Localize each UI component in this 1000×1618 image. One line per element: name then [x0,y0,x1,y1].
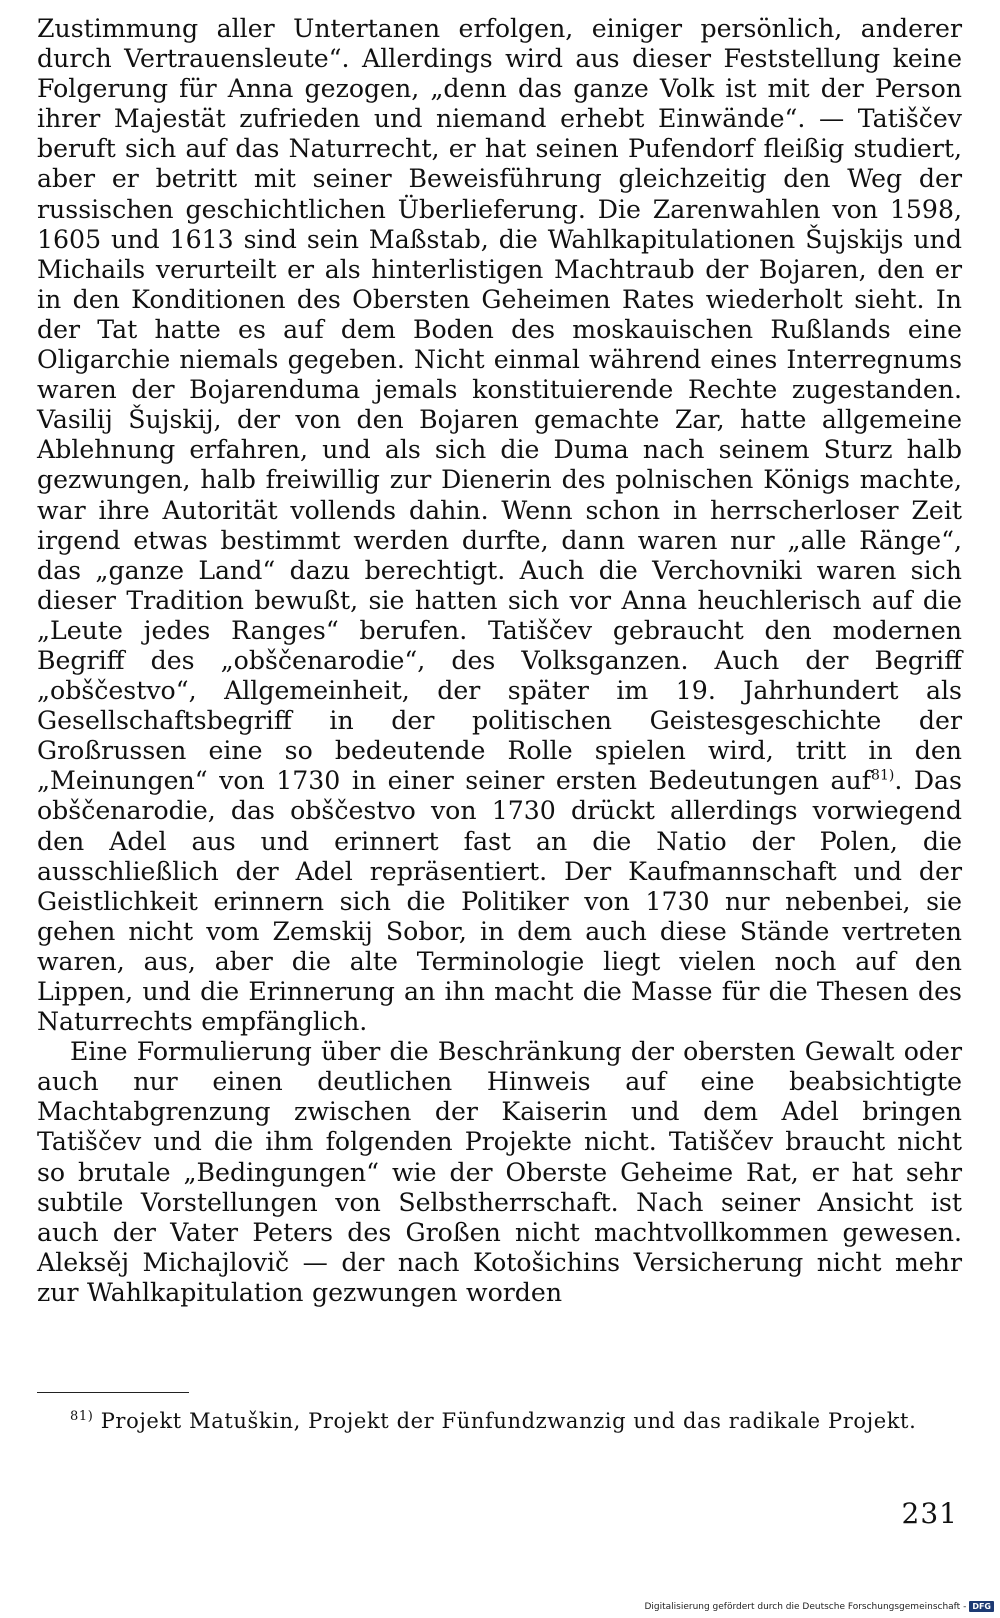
footnote-divider [37,1392,189,1393]
page-number: 231 [901,1497,958,1530]
footnote-marker: 81) [70,1409,94,1424]
dfg-logo-icon: DFG [969,1601,994,1612]
paragraph-1 [37,14,962,1037]
paragraph-2: Eine Formulierung über die Beschränkung der obersten Gewalt oder auch nur einen deutlichen Hinweis auf eine beabsichtigte Machtabgrenzung zwischen der Kaiserin und dem Adel bringen Tatiščev und die ihm folgenden Projekte nicht. Tatiščev braucht nicht so brutale „Bedingungen“ wie der Oberste Geheime Rat, er hat sehr subtile Vorstellungen von Selbstherrschaft. Nach seiner Ansicht ist auch der Vater Peters des Großen nicht machtvollkommen gewesen. Aleksěj Michajlovič — der nach Kotošichins Versicherung nicht mehr zur Wahlkapitulation gezwungen worden [37,1037,962,1307]
body-text [37,14,962,1308]
digitization-credit [644,1601,994,1612]
credit-text: Digitalisierung gefördert durch die Deutsche Forschungsgemeinschaft - [644,1601,967,1612]
footnote-text: Projekt Matuškin, Projekt der Fünfundzwanzig und das radikale Projekt. [100,1409,917,1433]
page-content [37,14,962,1308]
paragraph-1-text-before-footnote: Zustimmung aller Untertanen erfolgen, einiger persönlich, anderer durch Vertrauensleute“. Allerdings wird aus dieser Feststellung keine Folgerung für Anna gezogen, „denn das ganze Volk ist mit der Person ihrer Majestät zufrieden und niemand erhebt Einwände“. — Tatiščev beruft sich auf das Naturrecht, er hat seinen Pufendorf fleißig studiert, aber er betritt mit seiner Beweisführung gleichzeitig den Weg der russischen geschichtlichen Überlieferung. Die Zarenwahlen von 1598, 1605 und 1613 sind sein Maßstab, die Wahlkapitulationen Šujskijs und Michails verurteilt er als hinterlistigen Machtraub der Bojaren, den er in den Konditionen des Obersten Geheimen Rates wiederholt sieht. In der Tat hatte es auf dem Boden des moskauischen Rußlands eine Oligarchie niemals gegeben. Nicht einmal während eines Interregnums waren der Bojarenduma jemals konstituierende Rechte zugestanden. Vasilij Šujskij, der von den Bojaren gemachte Zar, hatte allgemeine Ablehnung erfahren, und als sich die Duma nach seinem Sturz halb gezwungen, halb freiwillig zur Dienerin des polnischen Königs machte, war ihre Autorität vollends dahin. Wenn schon in herrscherloser Zeit irgend etwas bestimmt werden durfte, dann waren nur „alle Ränge“, das „ganze Land“ dazu berechtigt. Auch die Verchovniki waren sich dieser Tradition bewußt, sie hatten sich vor Anna heuchlerisch auf die „Leute jedes Ranges“ berufen. Tatiščev gebraucht den modernen Begriff des „obščenarodie“, des Volksganzen. Auch der Begriff „obščestvo“, Allgemeinheit, der später im 19. Jahrhundert als Gesellschaftsbegriff in der politischen Geistesgeschichte der Großrussen eine so bedeutende Rolle spielen wird, tritt in den „Meinungen“ von 1730 in einer seiner ersten Bedeutungen auf [37,14,962,796]
footnote-81 [37,1408,962,1434]
footnote-reference-81: 81) [871,767,895,784]
paragraph-1-text-after-footnote: . Das obščenarodie, das obščestvo von 1730 drückt allerdings vorwiegend den Adel aus und erinnert fast an die Natio der Polen, die ausschließlich der Adel repräsentiert. Der Kaufmannschaft und der Geistlichkeit erinnern sich die Politiker von 1730 nur nebenbei, sie gehen nicht vom Zemskij Sobor, in dem auch diese Stände vertreten waren, aus, aber die alte Terminologie liegt vielen noch auf den Lippen, und die Erinnerung an ihn macht die Masse für die Thesen des Naturrechts empfänglich. [37,766,962,1037]
